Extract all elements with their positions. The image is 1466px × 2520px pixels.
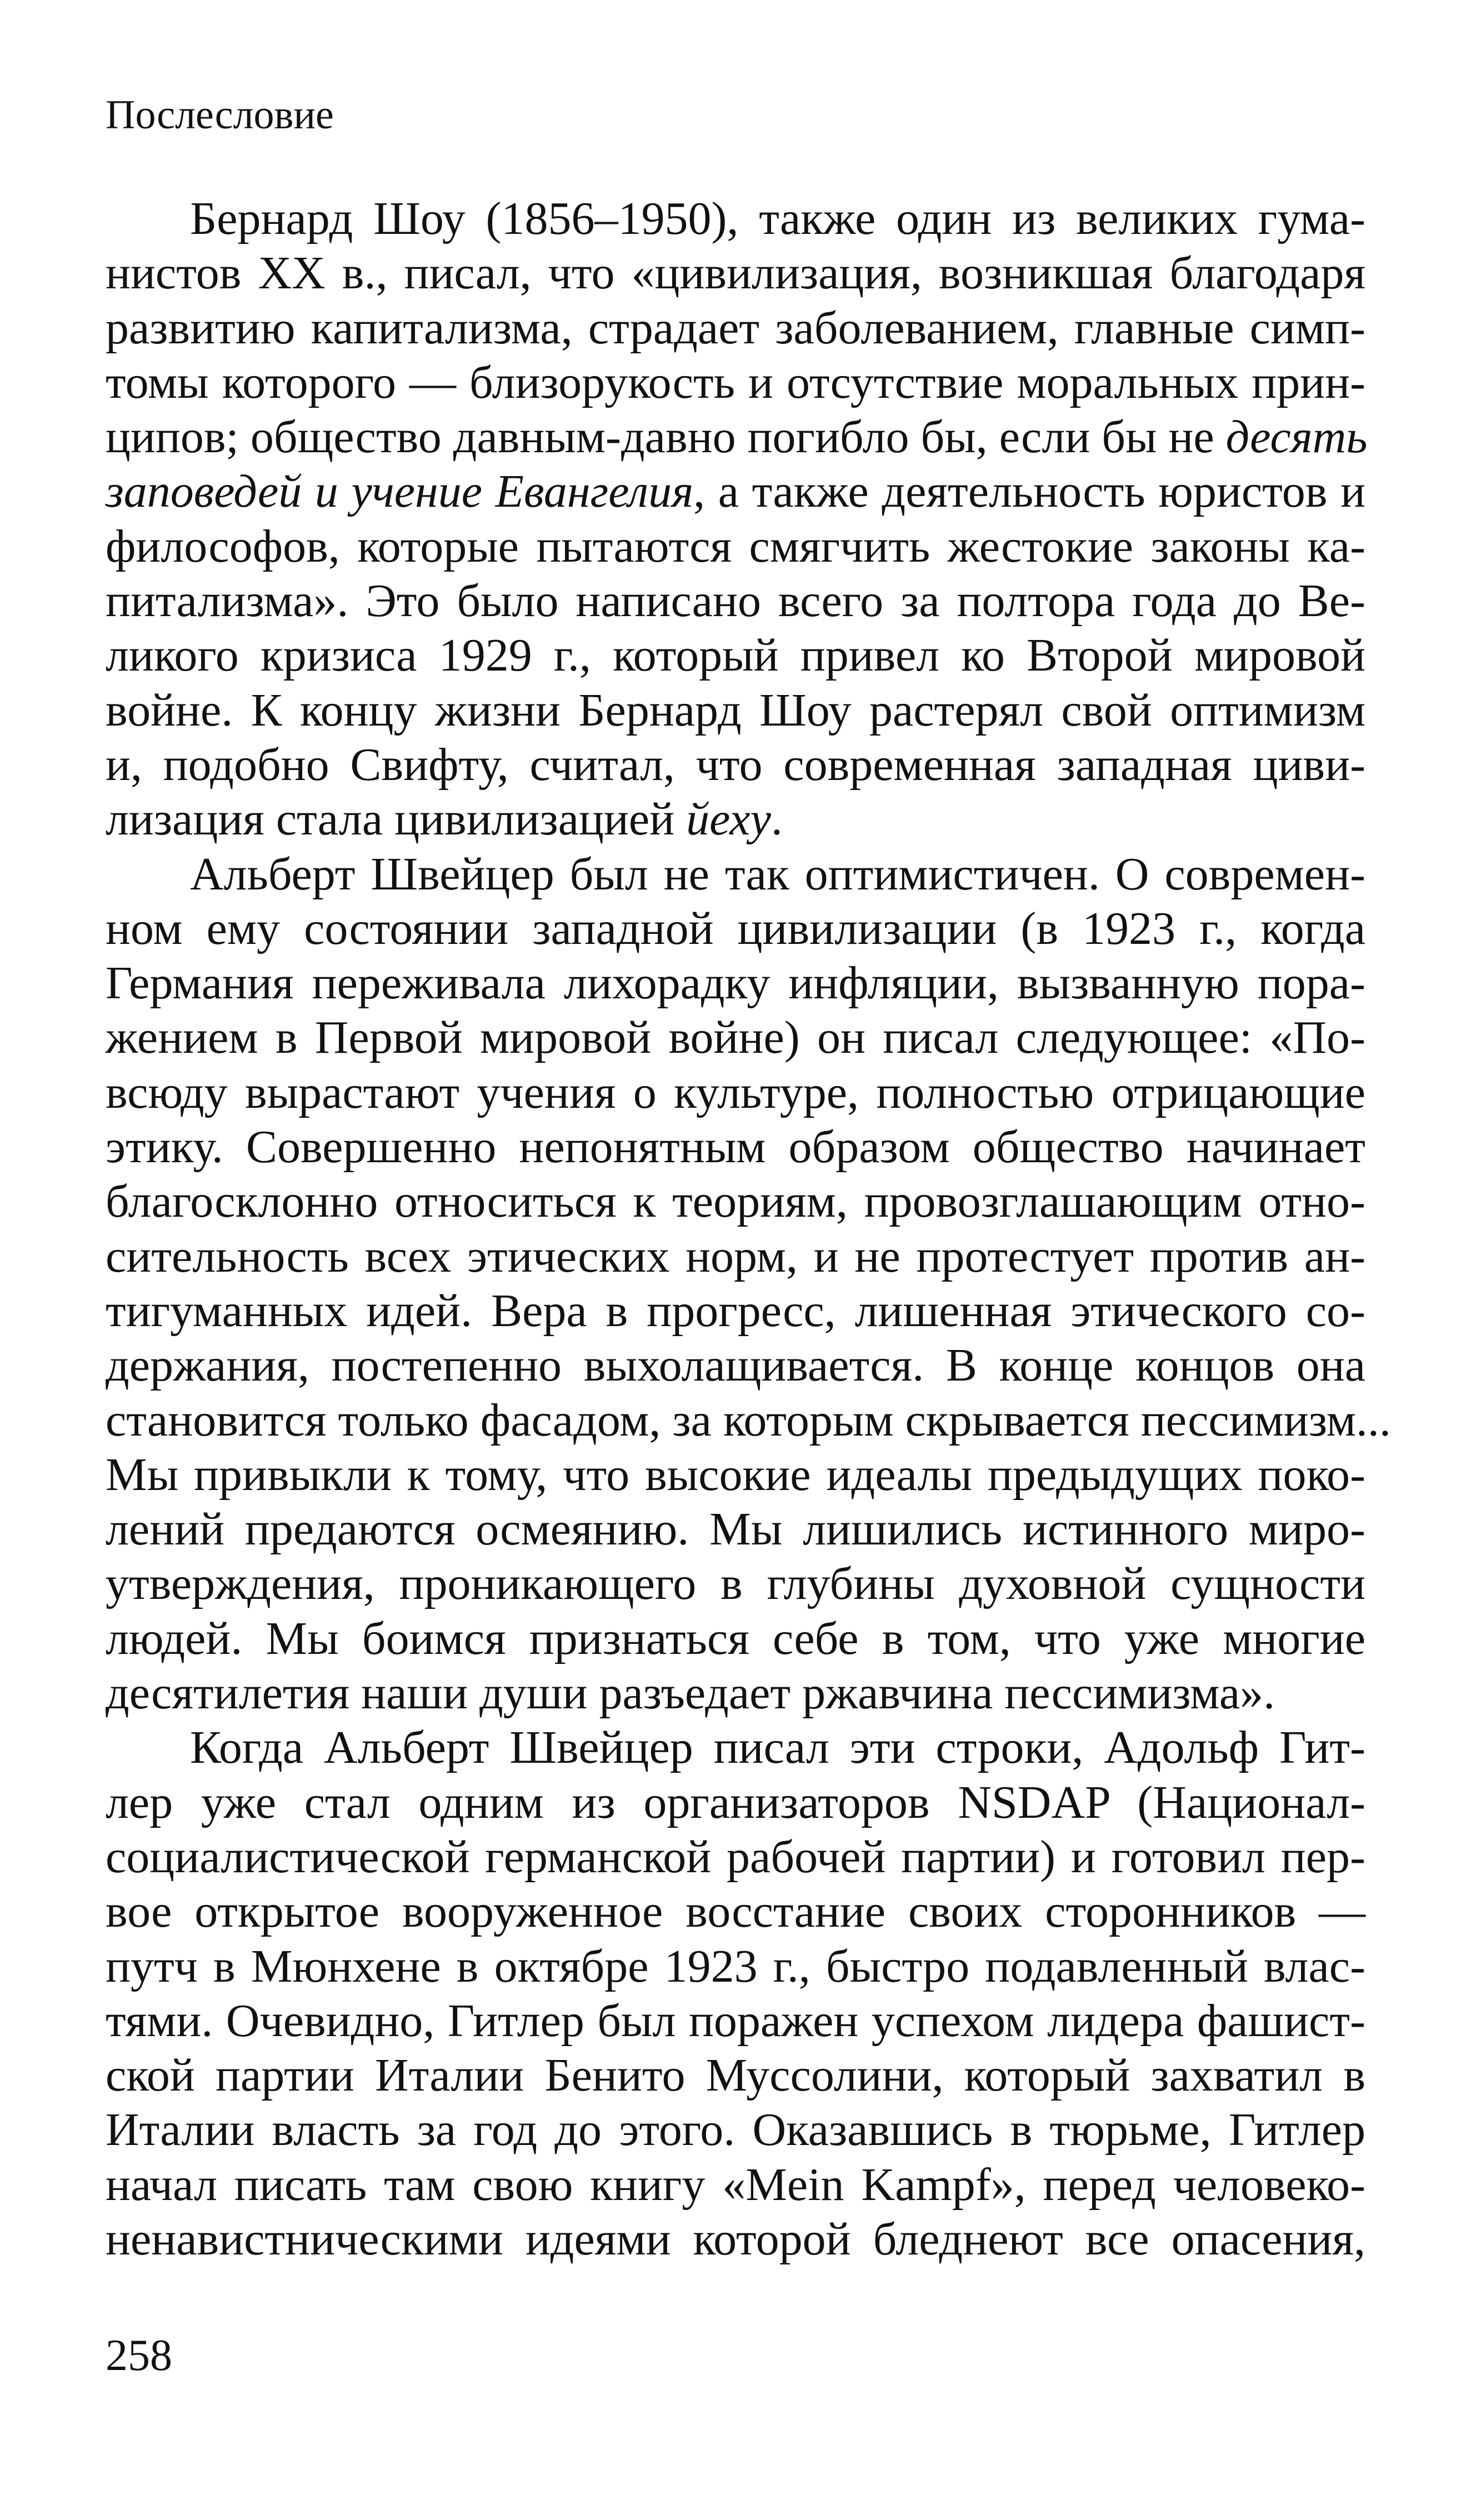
text-span: утверждения, проникающего в глубины духовной сущности bbox=[106, 1558, 1365, 1610]
text-span: людей. Мы боимся признаться себе в том, что уже многие bbox=[106, 1612, 1365, 1664]
text-span: тями. Очевидно, Гитлер был поражен успехом лидера фашист- bbox=[106, 1994, 1365, 2047]
text-span: развитию капитализма, страдает заболеванием, главные симп- bbox=[106, 302, 1365, 354]
text-line bbox=[106, 2048, 1365, 2103]
text-line bbox=[106, 1776, 1365, 1830]
text-line bbox=[106, 1830, 1365, 1884]
text-line bbox=[106, 1066, 1365, 1120]
text-span: томы которого — близорукость и отсутствие моральных прин- bbox=[106, 356, 1365, 408]
text-span: становится только фасадом, за которым скрывается пессимизм... bbox=[106, 1394, 1391, 1446]
italic-span: йеху bbox=[686, 793, 771, 846]
text-line bbox=[106, 1448, 1365, 1502]
text-span: этику. Совершенно непонятным образом общество начинает bbox=[106, 1121, 1365, 1173]
text-line bbox=[106, 1721, 1365, 1775]
text-span: десятилетия наши души разъедает ржавчина пессимизма». bbox=[106, 1667, 1275, 1719]
text-span: . bbox=[770, 793, 783, 846]
body-text bbox=[106, 192, 1391, 2267]
text-line bbox=[106, 902, 1365, 956]
text-span: Италии власть за год до этого. Оказавшись в тюрьме, Гитлер bbox=[106, 2104, 1365, 2156]
text-line bbox=[106, 1284, 1365, 1338]
text-line bbox=[106, 847, 1365, 902]
text-span: и, подобно Свифту, считал, что современная западная циви- bbox=[106, 738, 1365, 791]
text-span: сительность всех этических норм, и не протестует против ан- bbox=[106, 1230, 1365, 1282]
text-span: социалистической германской рабочей партии) и готовил пер- bbox=[106, 1831, 1365, 1883]
text-line bbox=[106, 1338, 1365, 1393]
text-span: Бернард Шоу (1856–1950), также один из великих гума- bbox=[190, 193, 1365, 244]
text-line bbox=[106, 1011, 1365, 1065]
text-line bbox=[106, 1120, 1365, 1174]
text-span: держания, постепенно выхолащивается. В конце концов она bbox=[106, 1339, 1365, 1392]
text-line bbox=[106, 519, 1365, 574]
text-line bbox=[106, 464, 1365, 519]
text-span: лер уже стал одним из организаторов NSDAP (Национал- bbox=[106, 1776, 1365, 1828]
page-number: 258 bbox=[106, 2331, 172, 2380]
text-line bbox=[106, 410, 1368, 464]
text-span: нистов XX в., писал, что «цивилизация, возникшая благодаря bbox=[106, 247, 1365, 299]
text-line bbox=[106, 1884, 1365, 1939]
text-span: ненавистническими идеями которой бледнеют все опасения, bbox=[106, 2213, 1365, 2265]
running-head: Послесловие bbox=[106, 92, 334, 138]
text-span: путч в Мюнхене в октябре 1923 г., быстро подавленный влас- bbox=[106, 1940, 1365, 1992]
text-span: лизация стала цивилизацией bbox=[106, 793, 687, 846]
text-line bbox=[106, 356, 1365, 410]
text-line bbox=[106, 1612, 1365, 1666]
text-span: ципов; общество давным-давно погибло бы, если бы не bbox=[106, 411, 1226, 463]
text-span: вое открытое вооруженное восстание своих сторонников — bbox=[106, 1886, 1365, 1938]
text-span: Когда Альберт Швейцер писал эти строки, Адольф Гит- bbox=[190, 1722, 1365, 1774]
text-span: Альберт Швейцер был не так оптимистичен. О современ- bbox=[190, 848, 1365, 900]
text-span: начал писать там свою книгу «Mein Kampf», перед человеко- bbox=[106, 2158, 1365, 2211]
text-span: жением в Первой мировой войне) он писал следующее: «По- bbox=[106, 1012, 1365, 1064]
text-line bbox=[106, 1229, 1365, 1284]
text-line bbox=[106, 2212, 1365, 2267]
text-line bbox=[106, 246, 1365, 301]
text-span: питализма». Это было написано всего за полтора года до Ве- bbox=[106, 575, 1365, 627]
text-line bbox=[106, 792, 1365, 847]
text-span: , а также деятельность юристов и bbox=[693, 466, 1365, 518]
text-line bbox=[106, 1502, 1365, 1557]
text-line bbox=[106, 1557, 1365, 1611]
text-line bbox=[106, 956, 1365, 1011]
text-line bbox=[106, 301, 1365, 356]
text-span: лений предаются осмеянию. Мы лишились истинного миро- bbox=[106, 1503, 1365, 1556]
text-line bbox=[106, 628, 1365, 683]
text-line bbox=[106, 1994, 1365, 2048]
text-line bbox=[106, 1939, 1365, 1994]
text-line bbox=[106, 2103, 1365, 2157]
text-line bbox=[106, 1174, 1365, 1229]
italic-span: десять bbox=[1225, 411, 1368, 463]
text-span: ликого кризиса 1929 г., который привел ко Второй мировой bbox=[106, 629, 1365, 682]
text-span: ном ему состоянии западной цивилизации (в 1923 г., когда bbox=[106, 902, 1365, 954]
text-span: войне. К концу жизни Бернард Шоу растерял свой оптимизм bbox=[106, 684, 1365, 736]
italic-span: заповедей и учение Евангелия bbox=[106, 466, 694, 518]
text-line bbox=[106, 683, 1365, 738]
text-span: философов, которые пытаются смягчить жестокие законы ка- bbox=[106, 520, 1365, 572]
text-line bbox=[106, 574, 1365, 628]
text-span: всюду вырастают учения о культуре, полностью отрицающие bbox=[106, 1066, 1365, 1118]
text-span: Мы привыкли к тому, что высокие идеалы предыдущих поко- bbox=[106, 1448, 1365, 1501]
text-line bbox=[106, 1393, 1391, 1448]
text-span: Германия переживала лихорадку инфляции, вызванную пора- bbox=[106, 957, 1365, 1009]
text-span: ской партии Италии Бенито Муссолини, который захватил в bbox=[106, 2049, 1365, 2102]
text-line bbox=[106, 738, 1365, 792]
text-line bbox=[106, 1666, 1365, 1721]
text-line bbox=[106, 2158, 1365, 2212]
text-span: благосклонно относиться к теориям, провозглашающим отно- bbox=[106, 1176, 1365, 1228]
text-span: тигуманных идей. Вера в прогресс, лишенная этического со- bbox=[106, 1284, 1365, 1337]
text-line bbox=[106, 192, 1365, 246]
